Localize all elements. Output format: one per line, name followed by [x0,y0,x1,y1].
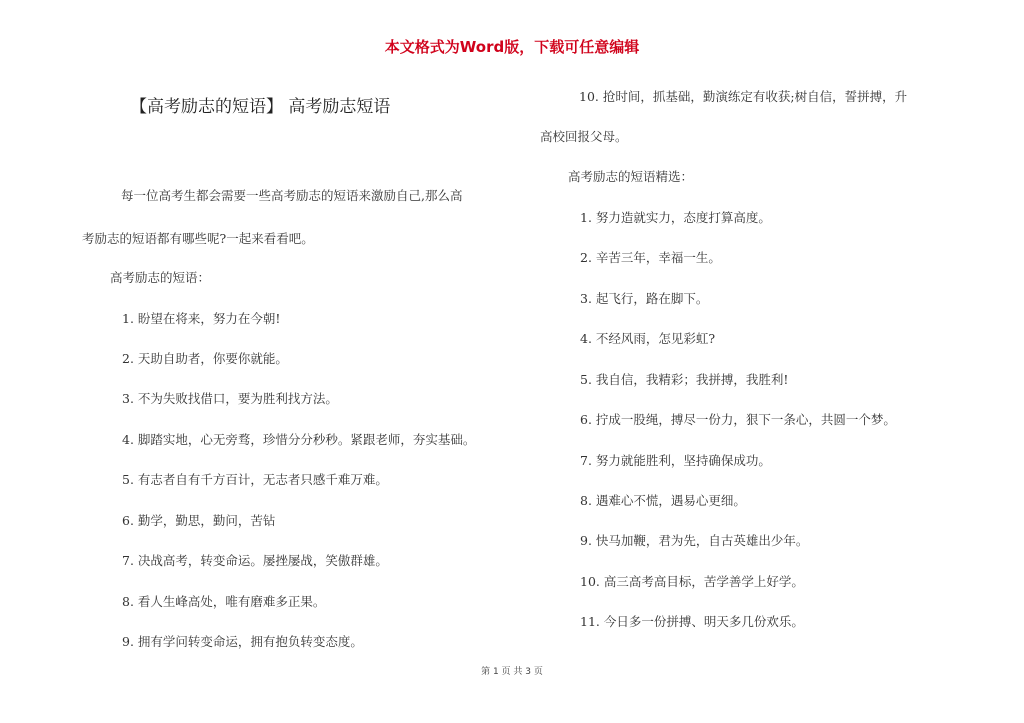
list-item: 8. 遇难心不慌，遇易心更细。 [580,493,746,508]
list-item: 6. 勤学，勤思，勤问，苦钻 [122,513,276,528]
list-item: 3. 起飞行，路在脚下。 [580,291,709,306]
list-item: 1. 盼望在将来，努力在今朝! [122,311,281,326]
item10-line-2: 高校回报父母。 [540,129,628,144]
list-item: 4. 脚踏实地，心无旁骛，珍惜分分秒秒。紧跟老师，夯实基础。 [122,432,476,447]
list-item: 11. 今日多一份拼搏、明天多几份欢乐。 [580,614,804,629]
list-item: 2. 辛苦三年，幸福一生。 [580,250,721,265]
format-banner: 本文格式为Word版，下载可任意编辑 [384,38,640,56]
list-item: 3. 不为失败找借口，要为胜利找方法。 [122,391,338,406]
list-item: 1. 努力造就实力，态度打算高度。 [580,210,771,225]
list-item: 7. 决战高考，转变命运。屡挫屡战，笑傲群雄。 [122,553,388,568]
page-number: 第 1 页 共 3 页 [481,667,543,677]
section-heading-right: 高考励志的短语精选： [568,169,694,184]
list-item: 8. 看人生峰高处，唯有磨难多正果。 [122,594,326,609]
list-item: 9. 快马加鞭，君为先，自古英雄出少年。 [580,533,809,548]
document-title: 【高考励志的短语】 高考励志短语 [130,97,391,117]
list-item: 6. 拧成一股绳，搏尽一份力，狠下一条心，共圆一个梦。 [580,412,896,427]
item10-line-1: 10. 抢时间，抓基础，勤演练定有收获;树自信，誓拼搏，升 [579,89,908,104]
section-heading-left: 高考励志的短语： [110,270,211,285]
intro-line-1: 每一位高考生都会需要一些高考励志的短语来激励自己,那么高 [121,188,463,203]
intro-line-2: 考励志的短语都有哪些呢?一起来看看吧。 [82,231,314,246]
list-item: 7. 努力就能胜利，坚持确保成功。 [580,453,771,468]
list-item: 9. 拥有学问转变命运，拥有抱负转变态度。 [122,634,363,649]
list-item: 4. 不经风雨，怎见彩虹? [580,331,716,346]
list-item: 5. 我自信，我精彩；我拼搏，我胜利! [580,372,789,387]
list-item: 2. 天助自助者，你要你就能。 [122,351,288,366]
list-item: 10. 高三高考高目标，苦学善学上好学。 [580,574,804,589]
list-item: 5. 有志者自有千方百计，无志者只感千难万难。 [122,472,388,487]
